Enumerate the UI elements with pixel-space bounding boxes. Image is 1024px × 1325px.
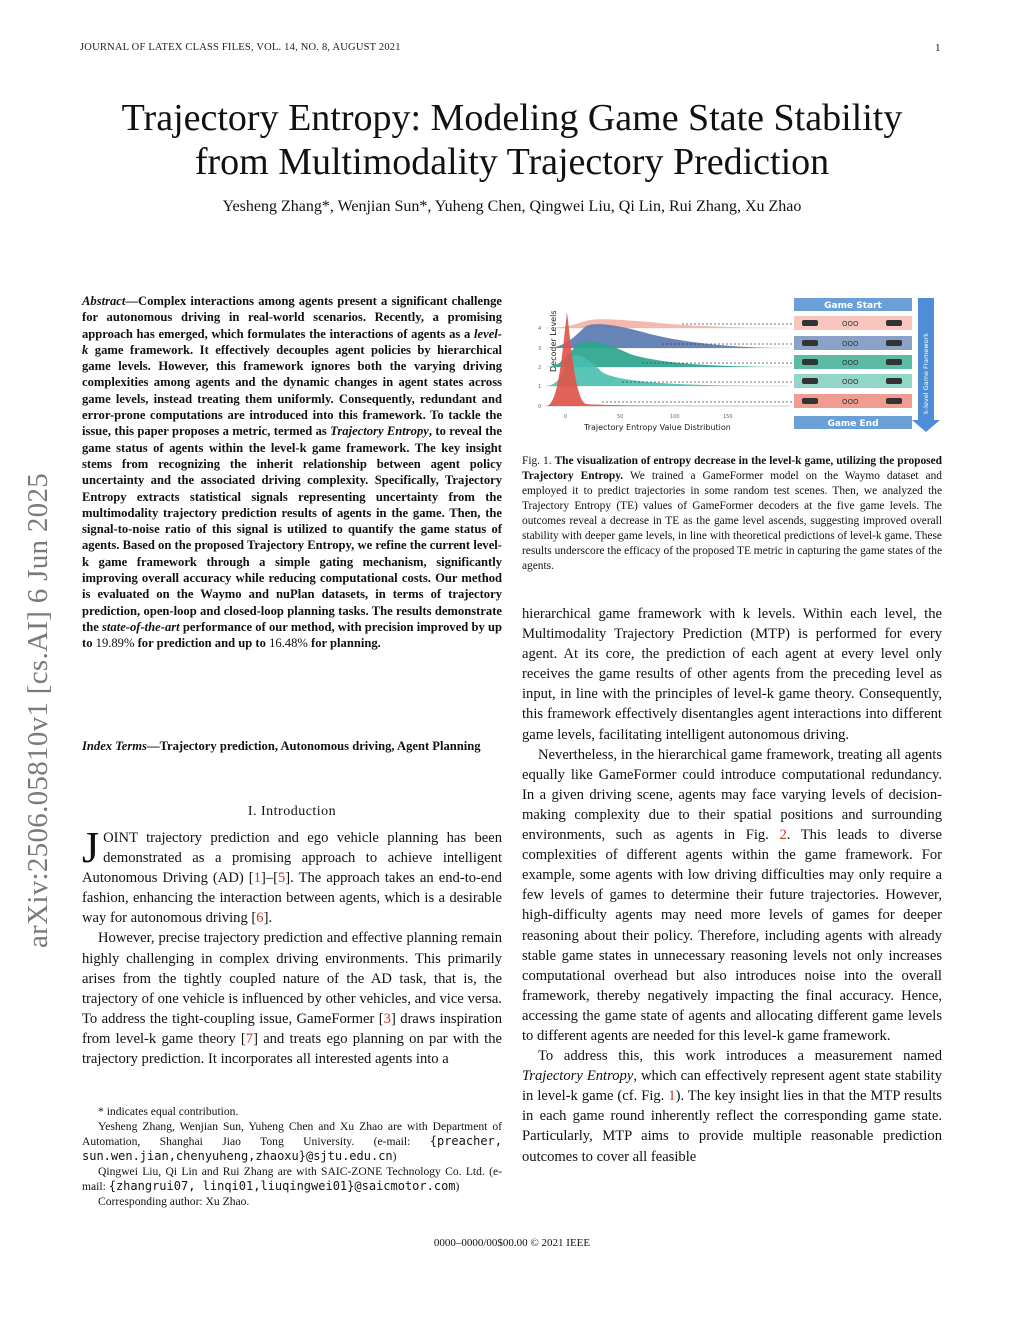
abstract-text: game framework. It effectively decouples agent policies by hierarchical game levels. However, this framework ignores both the varying driving complexities among agents and the dynamic changes in agent states across game levels, instead treating them uniformly. Consequently, redundant and error-prone computations are introduced into this framework. To tackle the issue, this paper proposes a metric, termed as [82, 342, 502, 439]
game-start-label: Game Start [824, 301, 882, 311]
y-tick-label: 4 [538, 326, 542, 332]
title-line-1: Trajectory Entropy: Modeling Game State Stability [121, 97, 903, 139]
x-tick-label: 100 [670, 414, 680, 420]
y-tick-label: 1 [538, 384, 542, 390]
footnote-text: Yesheng Zhang, Wenjian Sun, Yuheng Chen and Xu Zhao are with Department of Automation, Shanghai Jiao Tong University. (e-mail: [82, 1120, 502, 1148]
abstract-text: —Complex interactions among agents present a significant challenge for autonomous driving in real-world scenarios. Recently, a promising approach has emerged, which formulates the interactions of agents as a [82, 294, 502, 341]
abstract-text: , to reveal the game status of agents within the level-k game framework. The key insight stems from recognizing the inherit relationship between agent policy uncertainty and the associated driving complexity. Specifically, Trajectory Entropy extracts statistical signals representing uncertainty from the multimodality trajectory prediction results of agents in the game. Then, the signal-to-noise ratio of this signal is utilized to quantify the game status of agents. Based on the proposed Trajectory Entropy, we refine the current level-k game framework through a simple gating mechanism, significantly improving overall accuracy while reducing computational costs. Our method is evaluated on the Waymo and nuPlan datasets, in terms of trajectory prediction, open-loop and closed-loop planning tasks. The results demonstrate the [82, 424, 502, 634]
citation-link[interactable]: 5 [277, 870, 286, 887]
figure-reference-link[interactable]: 2 [779, 827, 787, 844]
x-axis-label: Trajectory Entropy Value Distribution [584, 423, 731, 432]
abstract-text: for prediction and up to [134, 636, 270, 651]
car-icon [886, 320, 902, 326]
car-icon [802, 340, 818, 346]
figure-1-caption [522, 454, 942, 574]
citation-link[interactable]: 3 [383, 1010, 391, 1027]
paper-title [40, 96, 984, 184]
index-terms [82, 738, 502, 754]
arxiv-sidebar-stamp: arXiv:2506.05810v1 [cs.AI] 6 Jun 2025 [22, 472, 54, 948]
caption-text: We trained a GameFormer model on the Waymo dataset and employed it to predict trajectories in some random test scenes. Then, we analyzed the Trajectory Entropy (TE) values of GameFormer decoders at the five game levels. The outcomes reveal a decrease in TE as the game level ascends, suggesting improved overall stability with deeper game levels, in line with theoretical predictions of level-k game. These results underscore the efficacy of the proposed TE metric in capturing the game states of the agents. [522, 470, 942, 572]
agent-dots-text: OOO [842, 378, 859, 386]
intro-text: ]. The approach takes an end-to-end fashion, enhancing the interaction between agents, which is a desirable way for autonomous driving [ [82, 870, 502, 927]
abstract-text: performance of our method, with precision improved by up to [82, 619, 503, 651]
y-axis-label: Decoder Levels [549, 310, 558, 372]
caption-bold: The visualization of entropy decrease in the level-k game, utilizing the proposed Trajectory Entropy. [522, 455, 942, 482]
prediction-improvement-value: 19.89% [95, 636, 135, 651]
index-terms-label: Index Terms [82, 739, 147, 753]
body-emphasis: Trajectory Entropy [522, 1068, 634, 1085]
figure-1 [520, 296, 944, 436]
footnote-affiliation-sjtu [82, 1119, 502, 1164]
ridge-level-1 [546, 355, 790, 386]
citation-link[interactable]: 6 [256, 910, 264, 927]
car-icon [802, 320, 818, 326]
index-terms-text: —Trajectory prediction, Autonomous driving, Agent Planning [146, 739, 481, 753]
right-column-body [522, 604, 942, 1167]
caption-label: Fig. 1. [522, 455, 552, 467]
section-heading: I. Introduction [247, 804, 337, 819]
paragraph: hierarchical game framework with k levels. Within each level, the Multimodality Trajectory Prediction (MTP) is performed for every agent. At its core, the prediction of each agent at every level only receives the game results of other agents from the preceding level as input, in line with the principles of level-k game theory. Consequently, this framework effectively disentangles agent interactions into different game levels, facilitating intelligent autonomous driving. [522, 606, 942, 743]
paragraph [522, 1046, 942, 1167]
body-text: To address this, this work introduces a measurement named [538, 1048, 942, 1065]
body-text: , which can effectively represent agent state stability in level-k game (cf. Fig. [522, 1068, 943, 1105]
author-list: Yesheng Zhang*, Wenjian Sun*, Yuheng Chen, Qingwei Liu, Qi Lin, Rui Zhang, Xu Zhao [222, 198, 802, 215]
email-address[interactable]: {preacher, sun.wen.jian,chenyuheng,zhaoxu}@sjtu.edu.cn [82, 1134, 502, 1163]
car-icon [802, 398, 818, 404]
car-icon [886, 340, 902, 346]
paragraph [522, 745, 942, 1046]
copyright-footer: 0000–0000/00$00.00 © 2021 IEEE [433, 1237, 591, 1249]
intro-text: ] draws inspiration from level-k game theory [ [82, 1010, 502, 1047]
body-text: ). The key insight lies in that the MTP results in each game round inherently reflect the corresponding game state. Particularly, MTP aims to provide multiple reasonable prediction outcomes to cover all feasible [522, 1088, 942, 1165]
introduction-body [82, 823, 502, 1069]
footnote-text: Qingwei Liu, Qi Lin and Rui Zhang are with SAIC-ZONE Technology Co. Ltd. (e-mail: [82, 1165, 502, 1193]
intro-text: ]–[ [260, 870, 278, 887]
dropcap: J [82, 823, 100, 872]
planning-improvement-value: 16.48% [269, 636, 308, 651]
x-tick-label: 0 [564, 414, 568, 420]
title-line-2: from Multimodality Trajectory Prediction [194, 141, 830, 183]
email-address[interactable]: {zhangrui07, linqi01,liuqingwei01}@saicmotor.com [108, 1179, 456, 1193]
car-icon [886, 378, 902, 384]
citation-link[interactable]: 1 [253, 870, 261, 887]
agent-dots-text: OOO [842, 398, 859, 406]
abstract [82, 293, 502, 652]
ridge-level-4 [546, 319, 790, 328]
figure-reference-link[interactable]: 1 [668, 1088, 676, 1105]
y-tick-label: 0 [538, 404, 542, 410]
footnote-equal-contribution: * indicates equal contribution. [98, 1105, 239, 1118]
car-icon [802, 359, 818, 365]
y-tick-label: 2 [538, 365, 542, 371]
abstract-emphasis: Trajectory Entropy [330, 424, 429, 439]
intro-text: ] and treats ego planning on par with the trajectory prediction. It incorporates all interested agents into a [82, 1030, 502, 1068]
footnote-text: ) [392, 1150, 397, 1163]
footnote-corresponding-author: Corresponding author: Xu Zhao. [98, 1195, 250, 1208]
car-icon [886, 359, 902, 365]
citation-link[interactable]: 7 [245, 1030, 254, 1047]
page-number: 1 [935, 42, 941, 54]
intro-text: ]. [263, 910, 273, 927]
x-tick-label: 50 [617, 414, 624, 420]
footnote-affiliation-saic [82, 1164, 502, 1194]
agent-dots [842, 320, 859, 406]
abstract-emphasis: level-k [82, 326, 502, 357]
running-head: JOURNAL OF LATEX CLASS FILES, VOL. 14, NO. 8, AUGUST 2021 [80, 42, 401, 53]
agent-dots-text: OOO [842, 320, 859, 328]
abstract-text: for planning. [307, 636, 381, 651]
footnote-text: ) [455, 1180, 460, 1193]
abstract-label: Abstract [82, 294, 126, 308]
game-end-label: Game End [827, 419, 879, 429]
car-icon [886, 398, 902, 404]
intro-text: OINT trajectory prediction and ego vehicle planning has been demonstrated as a promising approach to achieve intelligent Autonomous Driving (AD) [ [82, 830, 502, 887]
body-text: . This leads to diverse complexities of different agents within the game framework. For example, some agents with low driving difficulties may only require a few levels of games to determine their future trajectories. However, high-difficulty agents may need more levels of games for deeper reasoning about their policy. Therefore, including agents with already stable game states in unnecessary reasoning levels not only increases computational overhead but also introduces noise into the overall framework, thereby negatively impacting the final accuracy. Hence, accessing the game state of agents and allocating different game levels to different agents are needed for this level-k game framework. [522, 827, 942, 1044]
footnotes [82, 1104, 502, 1209]
x-tick-label: 150 [723, 414, 733, 420]
y-tick-label: 3 [538, 346, 542, 352]
agent-dots-text: OOO [842, 340, 859, 348]
car-icon [802, 378, 818, 384]
body-text: Nevertheless, in the hierarchical game framework, treating all agents equally like GameFormer could introduce computational redundancy. In a given driving scene, agents may face varying levels of decision-making complexity due to their spatial positions and surrounding environments, such as agents in Fig. [522, 746, 942, 844]
agent-dots-text: OOO [842, 359, 859, 367]
intro-text: However, precise trajectory prediction and effective planning remain highly challenging in complex driving environments. This primarily arises from the tightly coupled nature of the AD task, that is, the trajectory of one vehicle is influenced by other vehicles, and vice versa. To address the tight-coupling issue, GameFormer [ [82, 930, 502, 1027]
abstract-emphasis: state-of-the-art [102, 619, 180, 634]
framework-label: k-level Game Framework [922, 332, 930, 414]
figure-1-graphic [520, 296, 944, 436]
